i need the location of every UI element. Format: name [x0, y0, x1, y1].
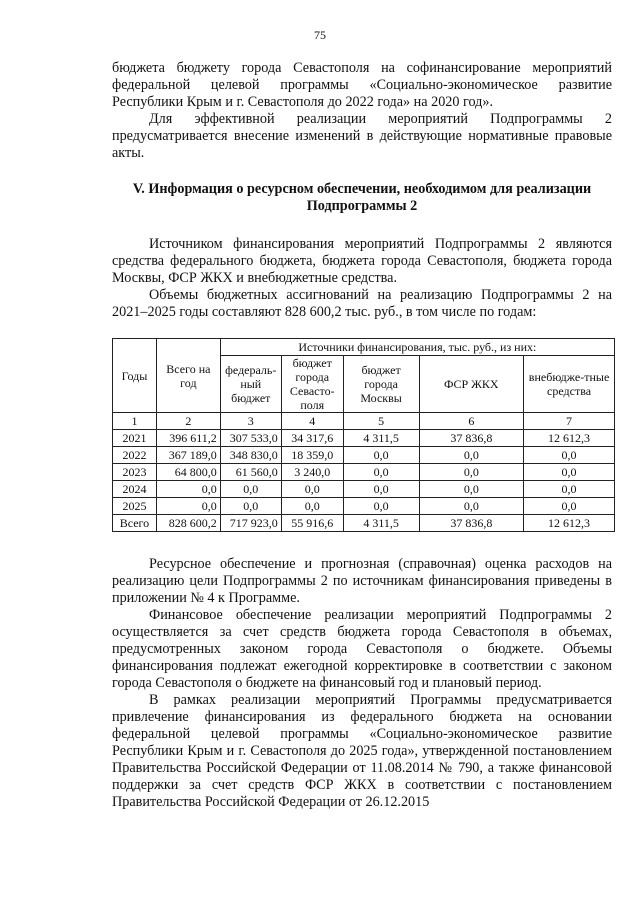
table-cell: 4 311,5	[343, 430, 419, 447]
table-cell: 3 240,0	[281, 464, 343, 481]
table-cell: 0,0	[156, 498, 220, 515]
column-number-row	[113, 413, 615, 430]
table-cell: 307 533,0	[220, 430, 281, 447]
table-cell: 828 600,2	[156, 515, 220, 532]
table-cell: 0,0	[343, 481, 419, 498]
table-cell: 0,0	[419, 481, 524, 498]
table-row	[113, 481, 615, 498]
header-extrabudget: внебюдже-тные средства	[524, 356, 615, 413]
table-cell: 2024	[113, 481, 157, 498]
header-sources: Источники финансирования, тыс. руб., из них:	[220, 339, 614, 356]
table-cell: 0,0	[220, 481, 281, 498]
table-cell: 0,0	[524, 464, 615, 481]
table-row	[113, 498, 615, 515]
table-total-row	[113, 515, 615, 532]
table-cell: 0,0	[156, 481, 220, 498]
table-cell: 34 317,6	[281, 430, 343, 447]
financial-paragraph: Финансовое обеспечение реализации мероприятий Подпрограммы 2 осуществляется за счет средств бюджета города Севастополя в объемах, предусмотренных законом города Севастополя о бюджете. Объемы финансирования подлежат ежегодной корректировке в соответствии с законом города Севастополя о бюджете на финансовый год и плановый период.	[112, 607, 612, 691]
pre-table-text	[112, 236, 612, 321]
table-row	[113, 447, 615, 464]
intro-paragraph-1: бюджета бюджету города Севастополя на софинансирование мероприятий федеральной целевой программы «Социально-экономическое развитие Республики Крым и г. Севастополя до 2022 года» на 2020 год».	[112, 60, 612, 110]
header-years: Годы	[113, 339, 157, 413]
table-cell: 0,0	[343, 498, 419, 515]
table-cell: 37 836,8	[419, 515, 524, 532]
table-row	[113, 430, 615, 447]
section-heading: V. Информация о ресурсном обеспечении, необходимом для реализации Подпрограммы 2	[132, 181, 592, 214]
resource-paragraph: Ресурсное обеспечение и прогнозная (справочная) оценка расходов на реализацию цели Подпрограммы 2 по источникам финансирования приведены в приложении № 4 к Программе.	[112, 556, 612, 606]
column-number: 6	[419, 413, 524, 430]
table-cell: 2022	[113, 447, 157, 464]
table-cell: 0,0	[524, 447, 615, 464]
table-header-row	[113, 339, 615, 356]
table-cell: 4 311,5	[343, 515, 419, 532]
column-number: 1	[113, 413, 157, 430]
table-cell: 2023	[113, 464, 157, 481]
table-cell: 0,0	[281, 498, 343, 515]
header-federal: федераль-ный бюджет	[220, 356, 281, 413]
table-cell: 0,0	[524, 498, 615, 515]
intro-paragraph-2: Для эффективной реализации мероприятий Подпрограммы 2 предусматривается внесение изменений в действующие нормативные правовые акты.	[112, 111, 612, 161]
table-cell: 0,0	[343, 464, 419, 481]
header-total: Всего на год	[156, 339, 220, 413]
table-cell: 0,0	[343, 447, 419, 464]
table-cell: 0,0	[281, 481, 343, 498]
table-cell: 12 612,3	[524, 515, 615, 532]
column-number: 4	[281, 413, 343, 430]
table-cell: 396 611,2	[156, 430, 220, 447]
table-cell: 61 560,0	[220, 464, 281, 481]
funding-sources-paragraph: Источником финансирования мероприятий Подпрограммы 2 являются средства федерального бюджета, бюджета города Севастополя, бюджета города Москвы, ФСР ЖКХ и внебюджетные средства.	[112, 236, 612, 286]
table-cell: 0,0	[419, 498, 524, 515]
column-number: 7	[524, 413, 615, 430]
table-cell: 37 836,8	[419, 430, 524, 447]
table-cell: 12 612,3	[524, 430, 615, 447]
table-cell: 0,0	[524, 481, 615, 498]
table-cell: 55 916,6	[281, 515, 343, 532]
header-fsr: ФСР ЖКХ	[419, 356, 524, 413]
table-cell: 0,0	[419, 464, 524, 481]
table-cell: 2025	[113, 498, 157, 515]
table-cell: 64 800,0	[156, 464, 220, 481]
table-row	[113, 464, 615, 481]
budget-volume-paragraph: Объемы бюджетных ассигнований на реализацию Подпрограммы 2 на 2021–2025 годы составляют 828 600,2 тыс. руб., в том числе по годам:	[112, 287, 612, 320]
table-cell: Всего	[113, 515, 157, 532]
post-table-text	[112, 556, 612, 811]
federal-funding-paragraph: В рамках реализации мероприятий Программы предусматривается привлечение финансирования из федерального бюджета на основании федеральной целевой программы «Социально-экономическое развитие Республики Крым и г. Севастополя до 2025 года», утвержденной постановлением Правительства Российской Федерации от 11.08.2014 № 790, а также финансовой поддержки за счет средств ФСР ЖКХ в соответствии с постановлением Правительства Российской Федерации от 26.12.2015	[112, 692, 612, 810]
header-sevastopol: бюджет города Севасто-поля	[281, 356, 343, 413]
table-cell: 2021	[113, 430, 157, 447]
table-cell: 18 359,0	[281, 447, 343, 464]
table-cell: 0,0	[419, 447, 524, 464]
table-cell: 717 923,0	[220, 515, 281, 532]
intro-text	[112, 60, 612, 162]
header-moscow: бюджет города Москвы	[343, 356, 419, 413]
table-cell: 0,0	[220, 498, 281, 515]
financing-table	[112, 338, 615, 532]
column-number: 5	[343, 413, 419, 430]
table-cell: 367 189,0	[156, 447, 220, 464]
table-cell: 348 830,0	[220, 447, 281, 464]
column-number: 3	[220, 413, 281, 430]
column-number: 2	[156, 413, 220, 430]
page-number: 75	[314, 28, 326, 42]
